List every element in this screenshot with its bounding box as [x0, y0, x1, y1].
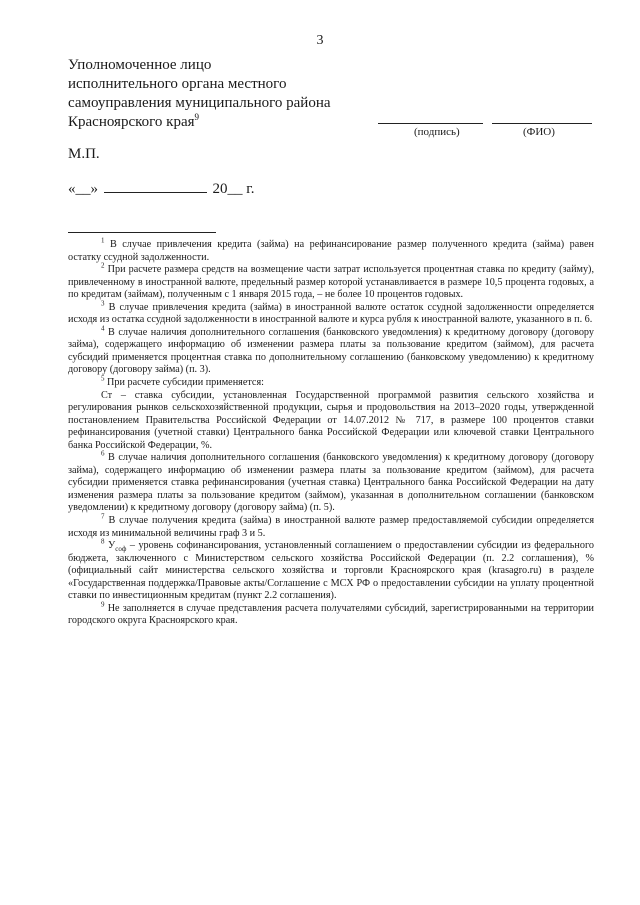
stamp-label: М.П. [68, 146, 100, 162]
footnote-text: В случае получения кредита (займа) в иностранной валюте размер предоставляемой субсидии определяется исходя из минимальной величины граф 3 и 5. [68, 515, 595, 539]
footnote-9 [68, 600, 595, 628]
official-line-4 [68, 113, 331, 132]
date-line [68, 180, 254, 198]
footnote-text: – уровень софинансирования, установленный соглашением о предоставлении субсидии из федерального бюджета, заключенного с Министерством сельского хозяйства Российской Федерации (п. 2.2 соглашения), % (официальный сайт министерства сельского хозяйства и торговли Красноярского края (krasagro.ru) в разделе «Государственная поддержка/Правовые акты/Соглашение с МСХ РФ о предоставлении субсидии на уплату процентной ставки по инвестиционным кредитам (пункт 2.2 соглашения). [68, 540, 595, 602]
footnote-ref-9: 9 [194, 112, 200, 122]
footnote-symbol-subscript: соф [115, 545, 127, 554]
footnote-symbol: У [108, 540, 116, 552]
footnote-number: 3 [101, 299, 105, 308]
footnote-7 [68, 512, 595, 540]
footnote-text: В случае привлечения кредита (займа) на рефинансирование размер полученного кредита (займа) равен остатку ссудной задолженности. [68, 239, 594, 263]
footnote-number: 9 [101, 600, 105, 609]
official-block [68, 56, 331, 132]
footnote-2 [68, 261, 595, 302]
footnote-number: 8 [101, 537, 105, 546]
name-label: (ФИО) [523, 126, 555, 138]
signature-line [378, 123, 483, 124]
footnote-number: 1 [101, 236, 105, 245]
footnote-3 [68, 299, 595, 327]
footnote-6 [68, 449, 594, 515]
footnote-text: Не заполняется в случае представления расчета получателями субсидий, зарегистрированными на территории городского округа Красноярского края. [68, 602, 595, 627]
footnote-text: При расчете размера средств на возмещение части затрат используется процентная ставка по кредиту (займу), привлеченному в иностранной валюте, предельный размер которой устанавливается в размере 10,5 процента годовых, а по кредитам (займам), полученным с 1 января 2015 года, – не более 10 процентов годовых. [68, 264, 595, 301]
footnote-5-continuation [68, 390, 594, 453]
footnote-number: 4 [101, 324, 105, 333]
footnote-text: В случае наличия дополнительного соглашения (банковского уведомления) к кредитному договору (договору займа), содержащего информацию об изменении размера платы за пользование кредитом (займом), для расчета субсидии применяется ставка рефинансирования (учетная ставка) Центрального банка Российской Федерации на дату изменения размера платы за пользование кредитом (займом), указанная в дополнительном соглашении (банковском уведомлении) к кредитному договору (договору займа) (п. 5). [68, 452, 594, 514]
footnote-text: Ст – ставка субсидии, установленная Государственной программой развития сельского хозяйства и регулирования рынков сельскохозяйственной продукции, сырья и продовольствия на 2013–2020 годы, утвержденной постановлением Правительства Российской Федерации от 14.07.2012 № 717, в размере 100 процентов ставки рефинансирования (учетной ставки) Центрального банка Российской Федерации или ключевой ставки Центрального банка Российской Федерации, %. [68, 389, 594, 451]
footnote-number: 7 [101, 512, 105, 521]
name-line [492, 123, 592, 124]
official-line-2: исполнительного органа местного [68, 76, 287, 92]
date-day: «__» [68, 181, 98, 197]
footnote-number: 5 [101, 374, 105, 383]
footnote-number: 6 [101, 449, 105, 458]
footnotes [68, 236, 595, 628]
footnote-4 [68, 324, 594, 377]
footnote-8 [68, 537, 595, 603]
page-number: 3 [316, 33, 324, 48]
date-month-blank [104, 180, 207, 193]
official-line-1: Уполномоченное лицо [68, 57, 212, 73]
date-year: 20__ г. [212, 181, 255, 197]
footnote-text: При расчете субсидии применяется: [107, 377, 264, 389]
footnote-separator [68, 232, 216, 233]
footnote-5 [68, 374, 594, 390]
footnote-1 [68, 236, 594, 264]
official-line-3: самоуправления муниципального района [68, 95, 331, 111]
footnote-text: В случае наличия дополнительного соглашения (банковского уведомления) к кредитному договору (договору займа), содержащего информацию об изменении размера платы за пользование кредитом (займом), для расчета субсидий применяется процентная ставка по дополнительному соглашению (банковскому уведомлению) к кредитному договору (договору займа) (п. 3). [68, 326, 594, 376]
official-line-4-text: Красноярского края [68, 114, 195, 130]
footnote-text: В случае привлечения кредита (займа) в иностранной валюте остаток ссудной задолженности определяется исходя из остатка ссудной задолженности в иностранной валюте и курса рубля к иностранной валюте, указанного в п. 6. [68, 301, 595, 326]
footnote-number: 2 [101, 261, 105, 270]
signature-label: (подпись) [414, 126, 460, 138]
